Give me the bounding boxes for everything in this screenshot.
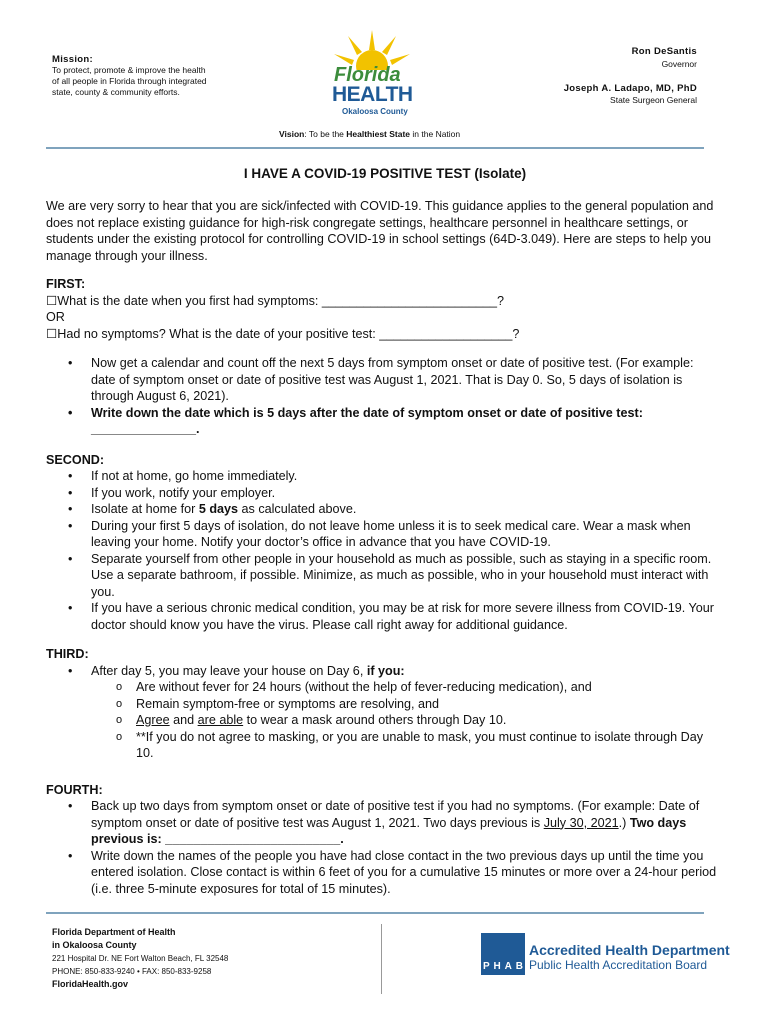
surgeon-title: State Surgeon General [610, 95, 697, 105]
underlined-text: are able [197, 713, 244, 727]
list-item: • If you work, notify your employer. [46, 485, 718, 502]
vision-emphasis: Healthiest State [346, 129, 411, 139]
phab-title: Accredited Health Department [529, 942, 730, 958]
governor-name: Ron DeSantis [631, 46, 697, 57]
list-item [46, 501, 718, 518]
list-item [46, 798, 718, 848]
list-item: • Write down the date which is 5 days after the date of symptom onset or date of positive test: _______________. [46, 405, 718, 438]
footer-separator [381, 924, 382, 994]
header-divider [46, 147, 704, 149]
phab-logo [481, 933, 525, 975]
footer-phone: PHONE: 850-833-9240 • FAX: 850-833-9258 [52, 967, 212, 976]
list-text: Isolate at home for [91, 502, 199, 516]
fourth-list [46, 798, 718, 897]
intro-paragraph: We are very sorry to hear that you are sick/infected with COVID-19. This guidance applies to the general population and does not replace existing guidance for high-risk congregate settings, healthcare personnel in healthcare settings, or students under the existing protocol for controlling COVID-19 in school settings (64D-3.049). Here are steps to help you manage through your illness. [46, 199, 714, 263]
third-sublist [46, 679, 718, 762]
list-item: • Now get a calendar and count off the next 5 days from symptom onset or date of positive test. (For example: date of symptom onset or date of positive test was August 1, 2021. That is Day 0. So, 5 days of isolation is through August 6, 2021). [46, 355, 718, 405]
list-item: • Separate yourself from other people in your household as much as possible, such as staying in a specific room. Use a separate bathroom, if possible. Minimize, as much as possible, who in your household must interact with you. [46, 551, 718, 601]
first-list [46, 355, 718, 438]
vision-text: : To be the [304, 129, 347, 139]
main-body [46, 198, 718, 897]
mission-line: To protect, promote & improve the health [52, 65, 206, 75]
list-text: Back up two days from symptom onset or date of positive test if you had no symptoms. (For example: Date of symptom onset or date of positive test was August 1, 2021. Two days previous is [91, 799, 700, 830]
list-emphasis: if you: [366, 663, 405, 678]
first-or: OR [46, 310, 65, 324]
list-text: as calculated above. [238, 502, 357, 516]
vision-text: in the Nation [410, 129, 461, 139]
phab-letter: B [515, 961, 523, 972]
list-text: After day 5, you may leave your house on Day 6, [91, 663, 367, 678]
phab-letter: H [493, 961, 501, 972]
phab-letters [483, 961, 523, 972]
governor-title: Governor [661, 59, 697, 69]
vision-label: Vision [279, 129, 305, 139]
sublist-item: o **If you do not agree to masking, or you are unable to mask, you must continue to isolate through Day 10. [46, 729, 718, 762]
third-list [46, 663, 718, 680]
mission-line: of all people in Florida through integrated [52, 76, 207, 86]
list-emphasis: Two days previous is: _________________________. [91, 815, 687, 846]
footer-divider [46, 912, 704, 914]
sublist-item: o Remain symptom-free or symptoms are resolving, and [46, 696, 718, 713]
logo-county: Okaloosa County [342, 107, 408, 116]
list-text: .) [618, 815, 630, 830]
logo-word-health: HEALTH [332, 83, 413, 106]
page-title: I HAVE A COVID-19 POSITIVE TEST (Isolate) [243, 166, 527, 181]
sublist-item [46, 712, 718, 729]
mission-label: Mission: [52, 54, 93, 65]
florida-health-logo [332, 28, 412, 120]
vision-statement [279, 129, 460, 140]
third-heading: THIRD: [46, 647, 89, 661]
list-text: and [169, 713, 198, 727]
footer-dept-name: Florida Department of Health [52, 927, 176, 937]
first-question-test: ☐Had no symptoms? What is the date of your positive test: ___________________? [46, 326, 520, 341]
second-list [46, 468, 718, 633]
phab-subtitle: Public Health Accreditation Board [529, 958, 708, 972]
list-item: • If not at home, go home immediately. [46, 468, 718, 485]
list-item: • During your first 5 days of isolation, do not leave home unless it is to seek medical care. Wear a mask when leaving your home. Notify your doctor’s office in advance that you have COVID-19. [46, 518, 718, 551]
first-heading: FIRST: [46, 277, 86, 291]
list-text: to wear a mask around others through Day 10. [243, 713, 507, 727]
phab-letter: A [504, 961, 512, 972]
list-emphasis: 5 days [198, 502, 239, 516]
list-item [46, 663, 718, 680]
logo-word-florida: Florida [334, 64, 401, 86]
phab-letter: P [483, 961, 490, 972]
footer-address: 221 Hospital Dr. NE Fort Walton Beach, FL 32548 [52, 954, 229, 963]
underlined-text: Agree [136, 713, 170, 727]
fourth-heading: FOURTH: [46, 782, 103, 797]
underlined-text: July 30, 2021 [543, 815, 619, 830]
first-question-symptoms: ☐What is the date when you first had symptoms: _________________________? [46, 293, 504, 308]
second-heading: SECOND: [46, 452, 105, 467]
surgeon-name: Joseph A. Ladapo, MD, PhD [563, 83, 697, 94]
list-item: • Write down the names of the people you have had close contact in the two previous days up until the time you entered isolation. Close contact is within 6 feet of you for a cumulative 15 minutes or more over a 24-hour period (i.e. three 5-minute exposures for total of 15 minutes). [46, 848, 718, 898]
footer-dept-county: in Okaloosa County [52, 940, 137, 950]
list-item: • If you have a serious chronic medical condition, you may be at risk for more severe illness from COVID-19. Your doctor should know you have the virus. Please call right away for additional guidance. [46, 600, 718, 633]
mission-text [52, 65, 227, 98]
mission-line: state, county & community efforts. [52, 87, 180, 97]
sublist-item: o Are without fever for 24 hours (without the help of fever-reducing medication), and [46, 679, 718, 696]
footer-website: FloridaHealth.gov [52, 979, 129, 989]
footer-address-block [52, 926, 228, 991]
